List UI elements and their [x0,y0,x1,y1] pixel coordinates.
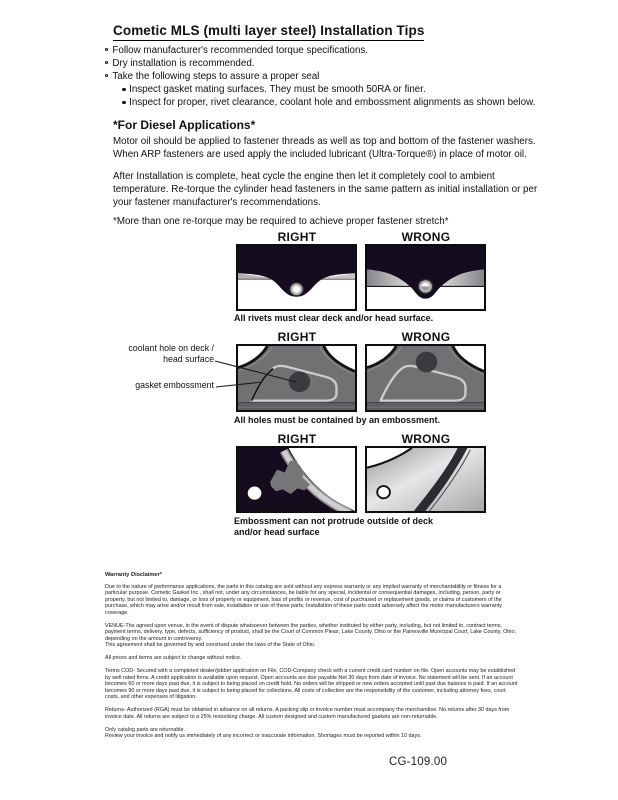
diagram-rivets-right-illustration [236,244,357,311]
diagram-caption: Embossment can not protrude outside of deck and/or head surface [234,516,434,537]
warranty-invoice-text: Review your invoice and notify us immediately of any incorrect or inaccurate information. Shortages must be reported within 10 days. [105,733,422,739]
warranty-governing-law-text: This agreement shall be governed by and construed under the laws of the State of Ohio. [105,642,316,648]
filled-bullet-icon [122,88,126,92]
embossment-inside-deck-icon [238,448,355,511]
right-label: RIGHT [277,230,317,244]
wrong-label: WRONG [401,330,451,344]
list-item [122,96,575,109]
hole-inside-embossment-icon [238,346,355,410]
warranty-disclaimer [105,572,518,746]
rivet-touching-deck-icon [367,246,484,309]
diagram-rivets-wrong-illustration [365,244,486,311]
tip-text: Dry installation is recommended. [112,58,255,69]
right-label: RIGHT [277,330,317,344]
open-bullet-icon [105,48,108,51]
wrong-label: WRONG [401,432,451,446]
diesel-applications-heading: *For Diesel Applications* [113,118,256,132]
warranty-paragraph [105,623,518,649]
warranty-venue-text: VENUE-The agreed upon venue, in the event of dispute whatsoever between the parties, whether instituted by either party, including, but not limited to, contract terms, payment terms, delivery, type, defects, sufficiency of product, shall be the Court of Common Pleas, Lake County, Ohio or the Painesville Municipal Court, Lake County, Ohio, depending on the amount in controversy. [105,622,516,642]
tip-text: Inspect for proper, rivet clearance, coolant hole and embossment alignments as shown below. [129,97,536,108]
diagram-holes-right-illustration [236,344,357,412]
coolant-hole-label: coolant hole on deck / head surface [128,343,214,364]
right-label: RIGHT [277,432,317,446]
list-item [105,57,575,70]
warranty-paragraph: All prices and terms are subject to change without notice. [105,655,242,661]
gasket-embossment-label: gasket embossment [135,380,214,390]
diagram-caption: All holes must be contained by an embossment. [234,415,441,425]
wrong-label: WRONG [401,230,451,244]
heat-cycle-paragraph: After Installation is complete, heat cycle the engine then let it completely cool to ambient temperature. Re-torque the cylinder head fasteners in the same pattern as initial installation or per your fastener manufacturer's recommendations. [113,171,538,209]
motor-oil-paragraph: Motor oil should be applied to fastener threads as well as top and bottom of the fastener washers. When ARP fasteners are used apply the included lubricant (Ultra-Torque®) in place of motor oil. [113,136,536,161]
warranty-heading: Warranty Disclaimer* [105,572,163,578]
tip-text: Inspect gasket mating surfaces. They must be smooth 50RA or finer. [129,84,426,95]
diagram-embossment-wrong-illustration [365,446,486,513]
tip-text: Follow manufacturer's recommended torque specifications. [112,45,369,56]
open-bullet-icon [105,61,108,64]
diagram-holes-wrong-illustration [365,344,486,412]
warranty-paragraph [105,727,518,740]
warranty-returnable-text: Only catalog parts are returnable. [105,726,186,733]
warranty-paragraph: Due to the nature of performance applications, the parts in this catalog are sold without any express warranty or any implied warranty of merchantability or fitness for a particular purpose. Cometic Gasket Inc., shall not, under any circumstances, be liable for any special, incidental or consequential damages, including, person, party or property, but not limited to, damage, or loss of property or equipment, loss of profits or revenue, cost of purchased or replacement goods, or claims of customers of the purchase, which may arise and/or result from sale, installation or use of these parts. Installation of these parts could adversely affect the motor manufacturers warranty coverage. [105,583,502,616]
filled-bullet-icon [122,101,126,105]
list-item [122,83,575,96]
installation-tips-list [105,44,575,109]
diagram-embossment-right-illustration [236,446,357,513]
rivet-clear-deck-icon [238,246,355,309]
retorque-note: *More than one re-torque may be required to achieve proper fastener stretch* [113,216,449,227]
page-title: Cometic MLS (multi layer steel) Installation Tips [113,23,424,41]
open-bullet-icon [105,74,108,77]
warranty-paragraph: Returns- Authorized (RGA) must be obtained in advance on all returns. A packing slip or invoice number must accompany the merchandise. No returns after 30 days from invoice date. All returns are subject to a 25% restocking charge. All custom designed and custom manufactured gaskets are non-returnable. [105,707,510,720]
tip-text: Take the following steps to assure a proper seal [112,71,320,82]
page-code: CG-109.00 [389,756,448,768]
list-item [105,70,575,83]
diagram-caption: All rivets must clear deck and/or head surface. [234,313,434,323]
list-item [105,44,575,57]
warranty-paragraph: Terms COD- Secured with a completed dealer/jobber application on File, COD-Company check with a current credit card number on file. Open accounts may be established by well rated firms. A credit application is available upon request. Open accounts are due payable Net 30 days from date of invoice. No statement will be sent. If an account becomes 60 or more days past due, it is subject to being placed on credit hold. No orders will be shipped or new orders accepted until past due balance is paid. If an account becomes 90 or more days past due, it is subject to being placed for collections. All costs of collection are the responsibility of the customer, including attorney fees, court costs, and other expenses of litigation. [105,668,518,700]
hole-outside-embossment-icon [367,346,484,410]
embossment-protruding-icon [367,448,484,511]
